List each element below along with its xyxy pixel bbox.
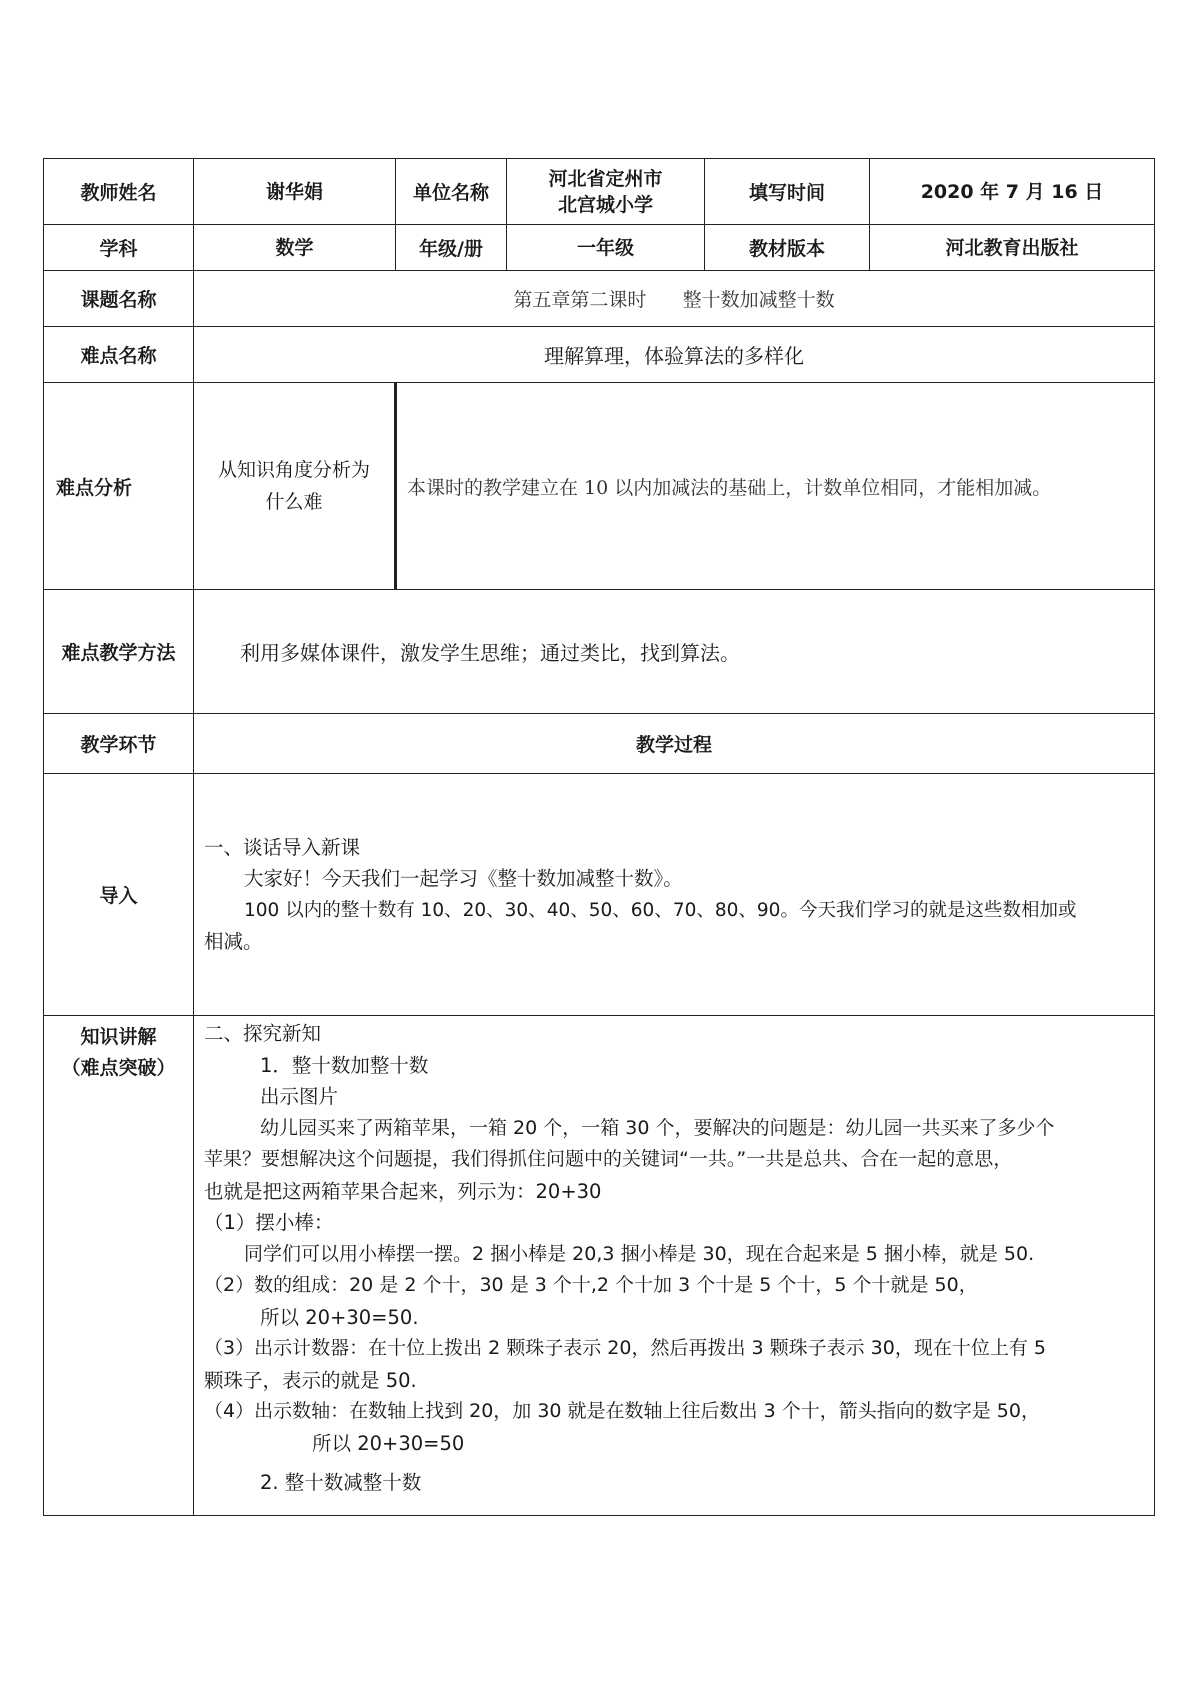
intro-heading: 一、谈话导入新课	[204, 835, 361, 859]
intro-label: 导入	[44, 774, 194, 1016]
lesson-plan-table	[43, 158, 1155, 1516]
knowledge-label	[44, 1016, 194, 1516]
method-label: 难点教学方法	[44, 590, 194, 714]
process-label: 教学过程	[194, 714, 1155, 774]
analysis-sub-line-2: 什么难	[265, 491, 323, 513]
grade-label: 年级/册	[396, 225, 507, 271]
date-value: 2020 年 7 月 16 日	[870, 159, 1155, 225]
intro-numbers-cont: 相减。	[204, 930, 263, 953]
knowledge-line: （4）出示数轴：在数轴上找到 20，加 30 就是在数轴上往后数出 3 个十，箭头指向的数字是 50，	[204, 1400, 1040, 1422]
method-text: 利用多媒体课件，激发学生思维；通过类比，找到算法。	[194, 590, 1155, 714]
intro-row	[44, 774, 1155, 1016]
knowledge-line: 二、探究新知	[204, 1022, 322, 1045]
knowledge-line: 颗珠子，表示的就是 50.	[204, 1368, 417, 1392]
title-row	[44, 271, 1155, 327]
analysis-row	[44, 383, 1155, 590]
teacher-label: 教师姓名	[44, 159, 194, 225]
analysis-label: 难点分析	[44, 383, 194, 590]
knowledge-line: （1）摆小棒：	[204, 1211, 334, 1234]
knowledge-line: 所以 20+30=50.	[260, 1305, 419, 1329]
knowledge-label-line-1: 知识讲解	[80, 1026, 157, 1048]
edition-value: 河北教育出版社	[870, 225, 1155, 271]
knowledge-content	[194, 1016, 1155, 1516]
knowledge-line: （2）数的组成：20 是 2 个十，30 是 3 个十,2 个十加 3 个十是 5 个十，5 个十就是 50，	[204, 1274, 978, 1296]
knowledge-line: 同学们可以用小棒摆一摆。2 捆小棒是 20,3 捆小棒是 30，现在合起来是 5 捆小棒，就是 50.	[244, 1242, 1035, 1265]
intro-numbers: 100 以内的整十数有 10、20、30、40、50、60、70、80、90。今天我们学习的就是这些数相加或	[244, 899, 1077, 921]
section-header-row	[44, 714, 1155, 774]
unit-label: 单位名称	[396, 159, 507, 225]
knowledge-line: 也就是把这两箱苹果合起来，列示为：20+30	[204, 1179, 602, 1203]
knowledge-line: 2. 整十数减整十数	[260, 1471, 422, 1494]
knowledge-line: （3）出示计数器：在十位上拨出 2 颗珠子表示 20，然后再拨出 3 颗珠子表示 30，现在十位上有 5	[204, 1337, 1046, 1359]
analysis-text: 本课时的教学建立在 10 以内加减法的基础上，计数单位相同，才能相加减。	[396, 383, 1155, 590]
header-row-1	[44, 159, 1155, 225]
grade-value: 一年级	[507, 225, 705, 271]
knowledge-line: 1．整十数加整十数	[260, 1053, 429, 1077]
difficulty-row	[44, 327, 1155, 383]
subject-value: 数学	[194, 225, 396, 271]
unit-value	[507, 159, 705, 225]
analysis-subheading	[194, 383, 396, 590]
difficulty-value: 理解算理，体验算法的多样化	[194, 327, 1155, 383]
knowledge-line: 所以 20+30=50	[312, 1431, 465, 1455]
intro-greeting: 大家好！今天我们一起学习《整十数加减整十数》。	[244, 867, 683, 890]
intro-content	[194, 774, 1155, 1016]
difficulty-label: 难点名称	[44, 327, 194, 383]
knowledge-line: 苹果？要想解决这个问题提，我们得抓住问题中的关键词“一共。”一共是总共、合在一起的意思，	[204, 1148, 1013, 1170]
header-row-2	[44, 225, 1155, 271]
subject-label: 学科	[44, 225, 194, 271]
section-label: 教学环节	[44, 714, 194, 774]
knowledge-label-line-2: （难点突破）	[61, 1057, 176, 1079]
unit-line-2: 北宫城小学	[557, 193, 653, 216]
unit-line-1: 河北省定州市	[548, 167, 663, 190]
knowledge-row	[44, 1016, 1155, 1516]
analysis-sub-line-1: 从知识角度分析为	[217, 459, 370, 481]
teacher-name: 谢华娟	[194, 159, 396, 225]
title-value: 第五章第二课时 整十数加减整十数	[194, 271, 1155, 327]
title-label: 课题名称	[44, 271, 194, 327]
knowledge-line: 出示图片	[260, 1085, 339, 1108]
edition-label: 教材版本	[705, 225, 870, 271]
date-label: 填写时间	[705, 159, 870, 225]
knowledge-line: 幼儿园买来了两箱苹果，一箱 20 个，一箱 30 个，要解决的问题是：幼儿园一共买来了多少个	[260, 1116, 1055, 1139]
method-row	[44, 590, 1155, 714]
